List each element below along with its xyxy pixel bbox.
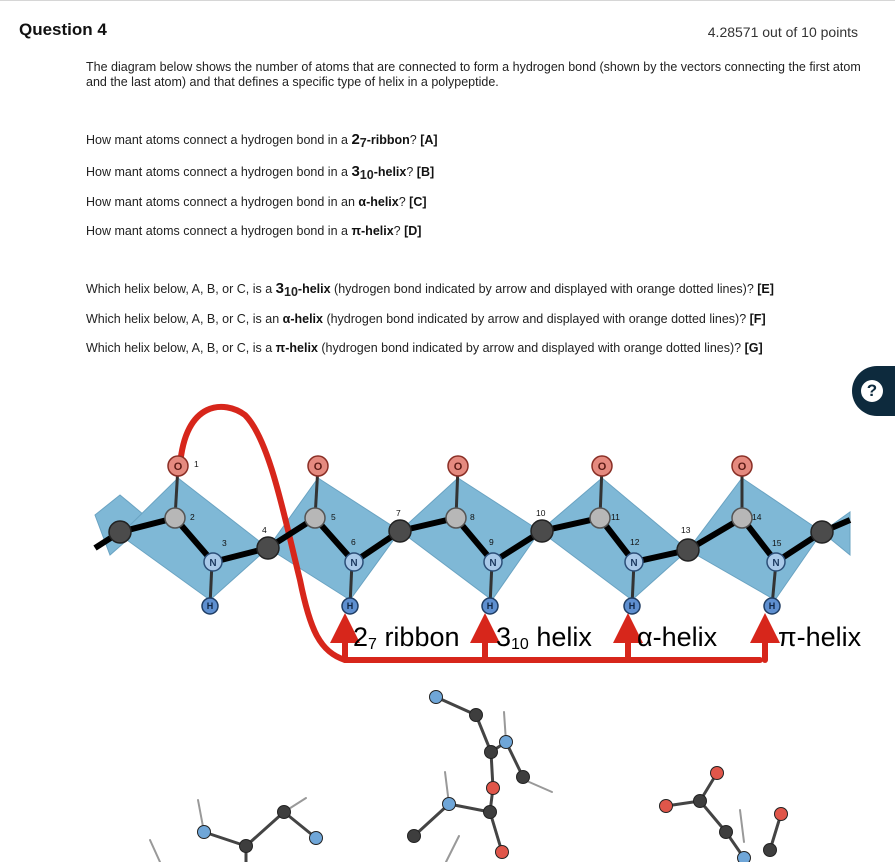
- question-points: 4.28571 out of 10 points: [707, 24, 858, 40]
- helix-models: [150, 691, 788, 862]
- svg-text:5: 5: [331, 512, 336, 522]
- hydrogen-atoms: [202, 598, 780, 614]
- label-310-helix: 310 helix: [496, 622, 592, 653]
- label-pi-helix: π-helix: [778, 622, 862, 652]
- svg-text:10: 10: [536, 508, 546, 518]
- question-line-f: Which helix below, A, B, or C, is an α-helix (hydrogen bond indicated by arrow and displayed with orange dotted lines)? [F]: [86, 312, 766, 326]
- answer-tag-d: [D]: [404, 224, 422, 238]
- svg-text:6: 6: [351, 537, 356, 547]
- question-line-a: How mant atoms connect a hydrogen bond in a $2_7$-ribbon? [A]: [86, 131, 438, 150]
- svg-text:9: 9: [489, 537, 494, 547]
- answer-tag-c: [C]: [409, 195, 427, 209]
- question-line-d: How mant atoms connect a hydrogen bond in a π-helix? [D]: [86, 224, 422, 238]
- svg-text:O: O: [453, 461, 463, 473]
- svg-text:N: N: [209, 558, 217, 569]
- question-line-c: How mant atoms connect a hydrogen bond in an α-helix? [C]: [86, 195, 427, 209]
- question-intro: The diagram below shows the number of atoms that are connected to form a hydrogen bond (shown by the vectors connecting the first atom and the last atom) and that defines a specific type of helix in a polypeptide.: [86, 60, 861, 89]
- svg-text:O: O: [173, 461, 183, 473]
- svg-text:4: 4: [262, 525, 267, 535]
- svg-text:13: 13: [681, 525, 691, 535]
- svg-text:H: H: [346, 601, 354, 611]
- svg-text:N: N: [489, 558, 497, 569]
- svg-text:N: N: [630, 558, 638, 569]
- svg-text:O: O: [597, 461, 607, 473]
- question-line-b: How mant atoms connect a hydrogen bond in a $3_{10}$-helix? [B]: [86, 163, 435, 182]
- svg-text:H: H: [628, 601, 636, 611]
- svg-text:14: 14: [752, 512, 762, 522]
- svg-text:12: 12: [630, 537, 640, 547]
- arrow-labels: [353, 622, 862, 653]
- svg-text:H: H: [206, 601, 214, 611]
- answer-tag-g: [G]: [744, 341, 763, 355]
- svg-text:O: O: [737, 461, 747, 473]
- answer-tag-b: [B]: [416, 165, 435, 179]
- label-27-ribbon: 27 ribbon: [353, 622, 460, 653]
- svg-text:O: O: [313, 461, 323, 473]
- svg-text:1: 1: [194, 459, 199, 469]
- svg-text:11: 11: [611, 512, 620, 522]
- question-line-e: Which helix below, A, B, or C, is a $3_{10}$-helix (hydrogen bond indicated by arrow and displayed with orange dotted lines)? [E]: [86, 280, 774, 299]
- question-line-g: Which helix below, A, B, or C, is a π-helix (hydrogen bond indicated by arrow and displayed with orange dotted lines)? [G]: [86, 341, 763, 355]
- answer-tag-a: [A]: [420, 133, 438, 147]
- svg-text:H: H: [768, 601, 776, 611]
- svg-text:H: H: [486, 601, 494, 611]
- svg-text:3: 3: [222, 538, 227, 548]
- svg-text:15: 15: [772, 538, 782, 548]
- question-mark-icon: ?: [861, 380, 883, 402]
- svg-text:N: N: [350, 558, 358, 569]
- oxygen-atoms: [168, 456, 752, 476]
- label-alpha-helix: α-helix: [637, 622, 718, 652]
- svg-text:8: 8: [470, 512, 475, 522]
- svg-text:N: N: [772, 558, 780, 569]
- carbonyl-carbons: [165, 508, 752, 528]
- answer-tag-e: [E]: [757, 282, 774, 296]
- question-title: Question 4: [19, 20, 107, 39]
- svg-text:2: 2: [190, 512, 195, 522]
- svg-text:7: 7: [396, 508, 401, 518]
- answer-tag-f: [F]: [749, 312, 766, 326]
